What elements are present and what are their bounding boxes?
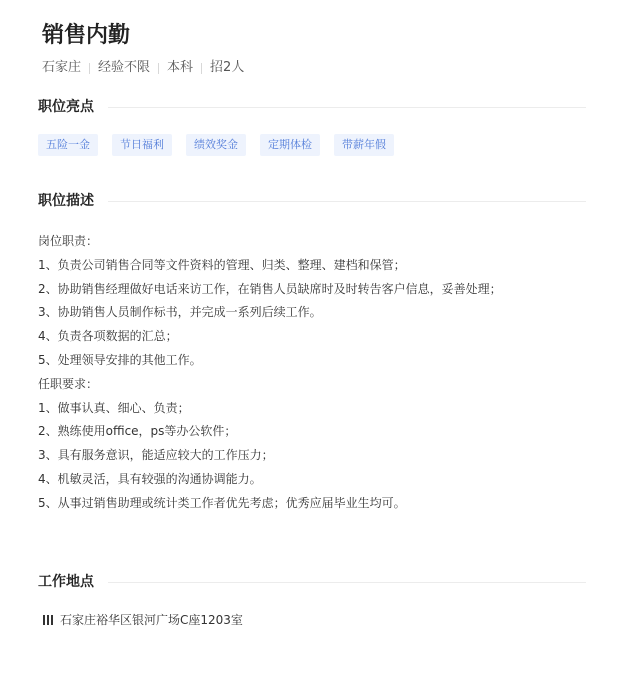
work-address — [42, 610, 243, 630]
job-title: 销售内勤 — [42, 23, 131, 48]
description-line: 2、熟练使用office，ps等办公软件； — [38, 424, 237, 439]
highlights-heading: 职位亮点 — [38, 99, 94, 115]
highlights-header — [38, 97, 586, 117]
meta-divider — [89, 63, 90, 74]
description-line: 5、从事过销售助理或统计类工作者优先考虑；优秀应届毕业生均可。 — [38, 495, 406, 510]
meta-divider — [201, 63, 202, 74]
meta-divider — [158, 63, 159, 74]
address-text: 石家庄裕华区银河广场C座1203室 — [60, 613, 243, 627]
tag-health-checkup: 定期体检 — [260, 134, 320, 156]
description-heading: 职位描述 — [38, 193, 94, 209]
meta-headcount: 招2人 — [210, 60, 245, 75]
tag-insurance: 五险一金 — [38, 134, 98, 156]
section-divider — [108, 201, 586, 202]
job-description — [38, 230, 598, 516]
tag-holiday-benefits: 节日福利 — [112, 134, 172, 156]
description-line: 1、负责公司销售合同等文件资料的管理、归类、整理、建档和保管； — [38, 257, 406, 272]
description-header — [38, 191, 586, 211]
location-header — [38, 572, 586, 592]
meta-city: 石家庄 — [42, 60, 82, 75]
tag-paid-leave: 带薪年假 — [334, 134, 394, 156]
building-icon — [42, 614, 54, 626]
duties-label: 岗位职责： — [38, 234, 99, 248]
description-line: 1、做事认真、细心、负责； — [38, 400, 190, 415]
tag-performance-bonus: 绩效奖金 — [186, 134, 246, 156]
requirements-label: 任职要求： — [38, 376, 99, 391]
location-heading: 工作地点 — [38, 574, 94, 590]
highlight-tags — [38, 134, 408, 156]
description-line: 4、机敏灵活，具有较强的沟通协调能力。 — [38, 471, 262, 486]
meta-experience: 经验不限 — [98, 60, 151, 75]
description-line: 4、负责各项数据的汇总； — [38, 329, 178, 344]
description-line: 3、具有服务意识，能适应较大的工作压力； — [38, 448, 274, 463]
job-meta — [42, 58, 244, 78]
meta-education: 本科 — [167, 60, 194, 75]
description-line: 3、协助销售人员制作标书，并完成一系列后续工作。 — [38, 305, 322, 320]
description-line: 5、处理领导安排的其他工作。 — [38, 352, 202, 367]
description-line: 2、协助销售经理做好电话来访工作，在销售人员缺席时及时转告客户信息，妥善处理； — [38, 281, 502, 296]
section-divider — [108, 107, 586, 108]
section-divider — [108, 582, 586, 583]
